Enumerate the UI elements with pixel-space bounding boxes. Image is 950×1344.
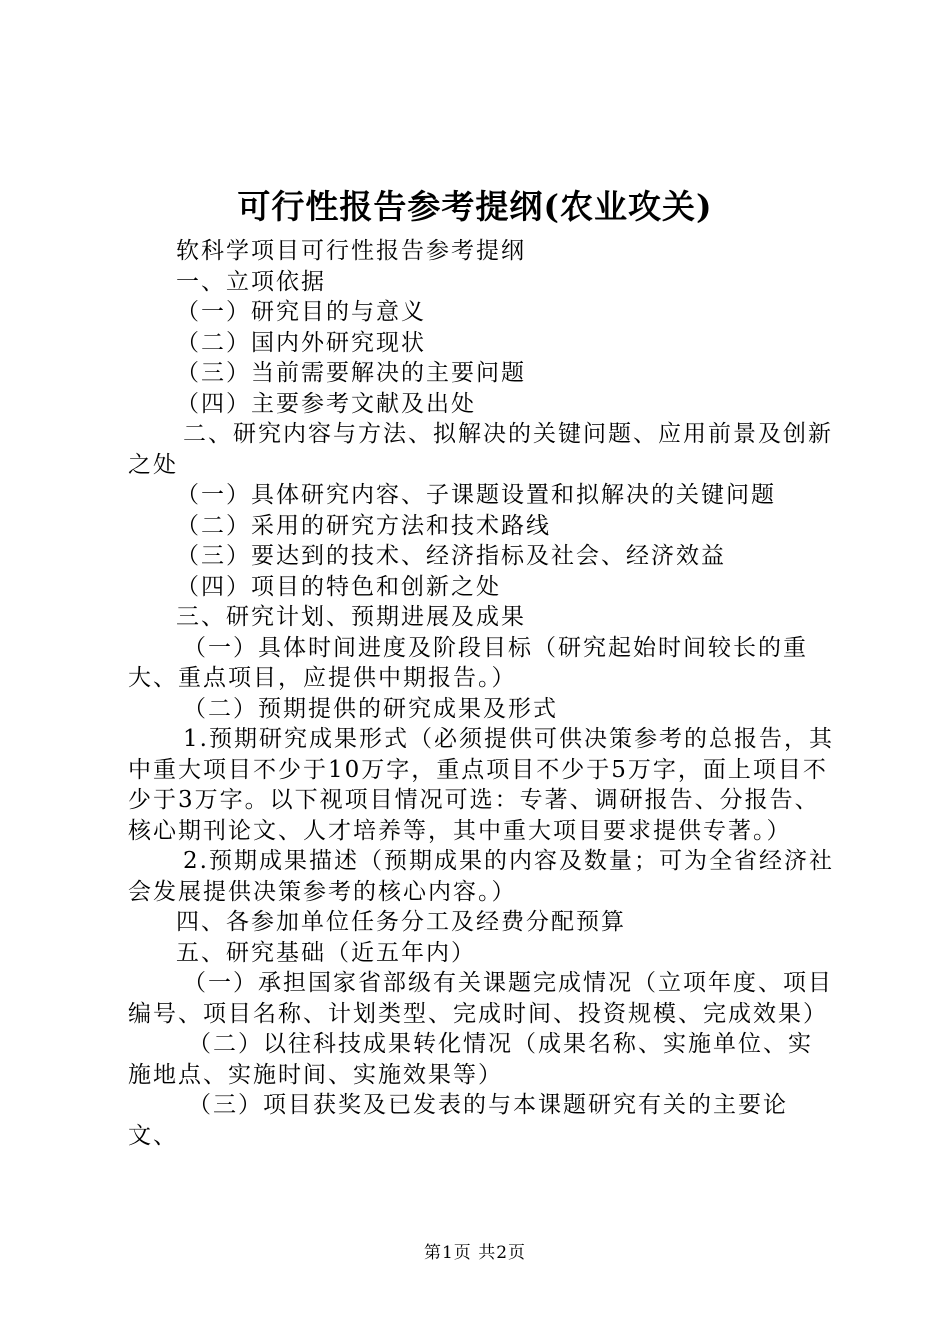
list-item: （二）国内外研究现状 <box>176 329 426 356</box>
list-item: 1.预期研究成果形式（必须提供可供决策参考的总报告，其中重大项目不少于10万字，重点项目不少于5万字，面上项目不少于3万字。以下视项目情况可选：专著、调研报告、分报告、核心期刊论文、人才培养等，其中重大项目要求提供专著。） <box>128 726 834 844</box>
list-item: （一）具体研究内容、子课题设置和拟解决的关键问题 <box>176 482 776 508</box>
document-title: 可行性报告参考提纲(农业攻关) <box>237 187 713 226</box>
list-item: （一）研究目的与意义 <box>176 299 426 325</box>
document-body <box>128 236 836 1151</box>
list-item: （一）承担国家省部级有关课题完成情况（立项年度、项目编号、项目名称、计划类型、完成时间、投资规模、完成效果） <box>128 970 833 1027</box>
list-item: （三）当前需要解决的主要问题 <box>176 360 526 386</box>
list-item: （三）项目获奖及已发表的与本课题研究有关的主要论文、 <box>128 1092 788 1149</box>
paragraph-subtitle: 软科学项目可行性报告参考提纲 <box>176 238 526 264</box>
section-heading-4: 四、各参加单位任务分工及经费分配预算 <box>176 909 626 935</box>
section-heading-5: 五、研究基础（近五年内） <box>176 939 476 966</box>
list-item: （四）项目的特色和创新之处 <box>176 573 501 600</box>
list-item: （三）要达到的技术、经济指标及社会、经济效益 <box>176 543 726 569</box>
list-item: 2.预期成果描述（预期成果的内容及数量；可为全省经济社会发展提供决策参考的核心内容。） <box>128 848 834 905</box>
list-item: （一）具体时间进度及阶段目标（研究起始时间较长的重大、重点项目，应提供中期报告。） <box>128 634 808 691</box>
page-number: 第1页 共2页 <box>423 1243 527 1263</box>
list-item: （二）以往科技成果转化情况（成果名称、实施单位、实施地点、实施时间、实施效果等） <box>128 1031 813 1088</box>
section-heading-1: 一、立项依据 <box>176 268 326 295</box>
section-heading-2: 二、研究内容与方法、拟解决的关键问题、应用前景及创新之处 <box>128 421 833 478</box>
list-item: （二）采用的研究方法和技术路线 <box>176 512 551 539</box>
list-item: （四）主要参考文献及出处 <box>176 390 476 417</box>
list-item: （二）预期提供的研究成果及形式 <box>183 695 558 722</box>
section-heading-3: 三、研究计划、预期进展及成果 <box>176 604 526 630</box>
